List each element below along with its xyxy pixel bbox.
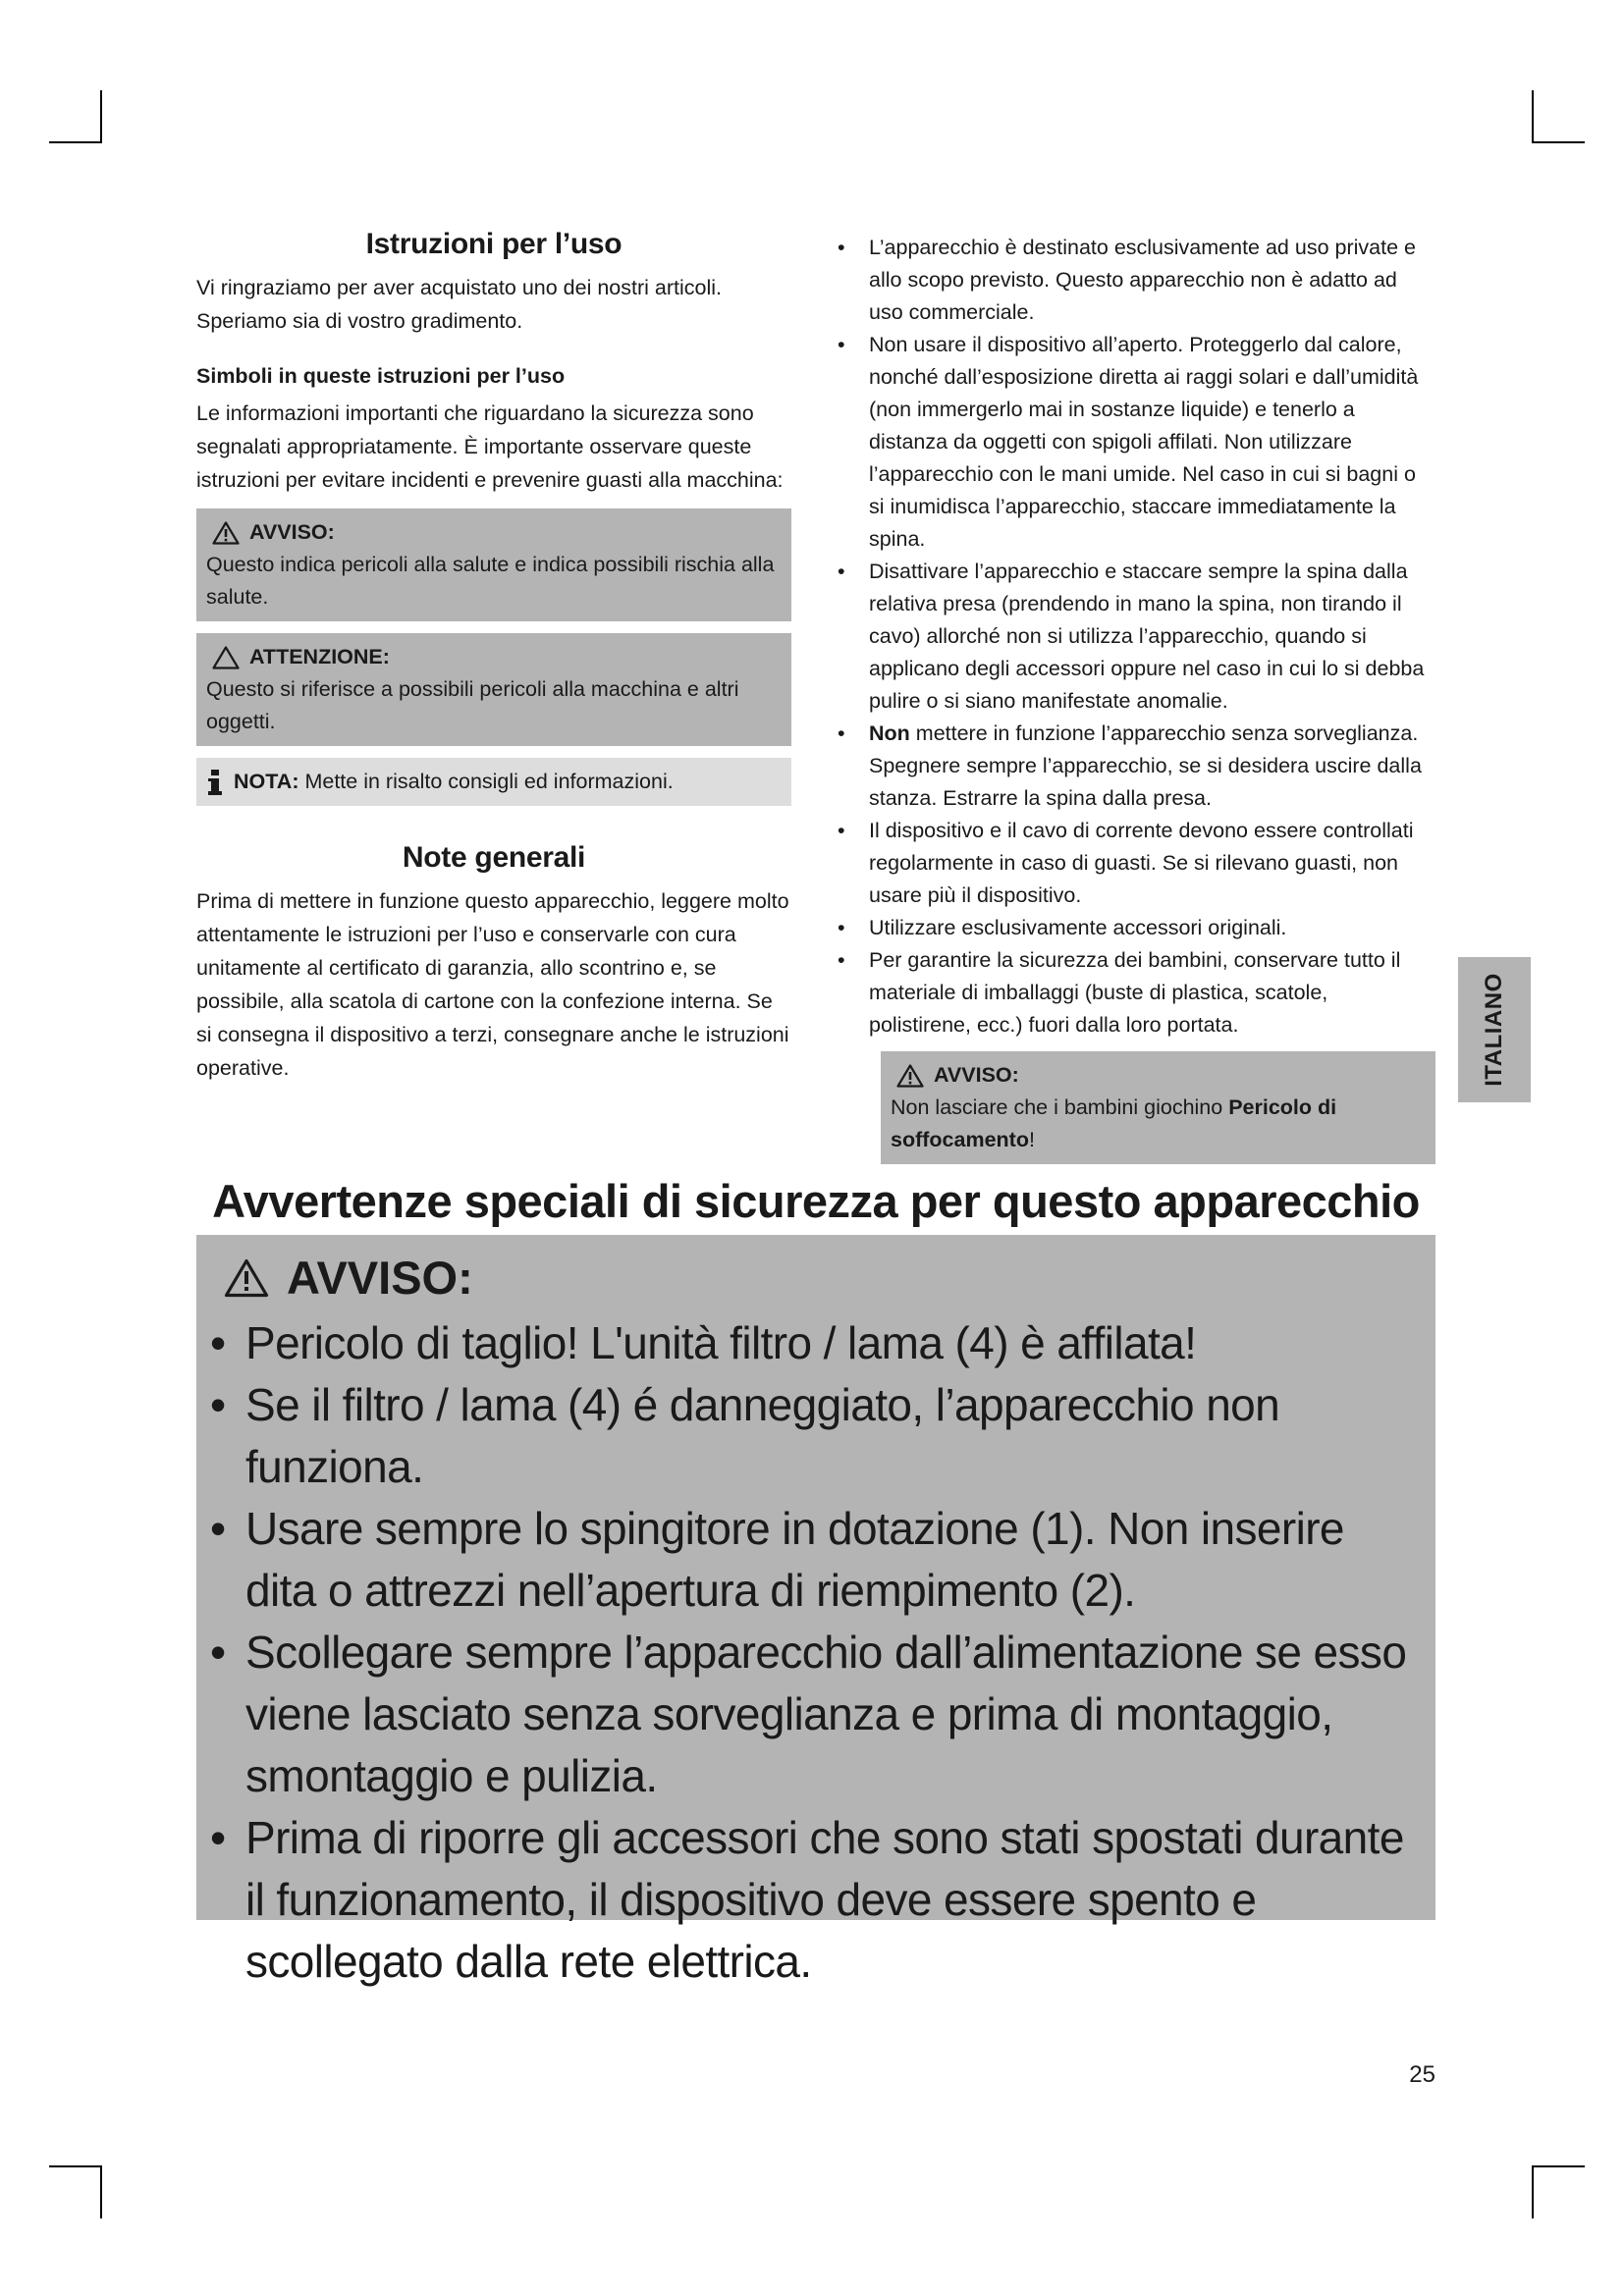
attenzione-text: Questo si riferisce a possibili pericoli alla macchina e altri oggetti. [206, 677, 739, 733]
warning-triangle-icon [896, 1064, 924, 1088]
children-avviso-text [891, 1092, 1426, 1156]
special-warnings-title: Avvertenze speciali di sicurezza per questo apparecchio [212, 1175, 1420, 1227]
children-avviso-title [896, 1059, 1426, 1092]
avviso-text: Questo indica pericoli alla salute e indica possibili rischia alla salute. [206, 553, 775, 609]
page-number: 25 [1409, 2061, 1435, 2088]
nota-label: NOTA: [234, 770, 299, 793]
general-notes-title: Note generali [402, 841, 586, 874]
symbols-text: Le informazioni importanti che riguardano la sicurezza sono segnalati appropriatamente. È importante osservare queste istruzioni per evitare incidenti e prevenire guasti alla macchina: [196, 401, 784, 492]
children-avviso-text-pre: Non lasciare che i bambini giochino [891, 1095, 1229, 1119]
bullet-item: • Il dispositivo e il cavo di corrente devono essere controllati regolarmente in caso di guasti. Se si rilevano guasti, non usare più il dispositivo. [830, 815, 1435, 912]
attenzione-label: ATTENZIONE: [249, 645, 390, 668]
special-warning-item: • Scollegare sempre l’apparecchio dall’alimentazione se esso viene lasciato senza sorveglianza e prima di montaggio, smontaggio e pulizia. [210, 1622, 1422, 1807]
nota-row [206, 766, 782, 798]
children-avviso-label: AVVISO: [934, 1063, 1019, 1087]
crop-mark-top-right-h [1532, 141, 1585, 143]
special-warning-item: • Usare sempre lo spingitore in dotazione (1). Non inserire dita o attrezzi nell’apertura di riempimento (2). [210, 1498, 1422, 1622]
crop-mark-bottom-left-v [100, 2165, 102, 2218]
crop-mark-top-right-v [1532, 90, 1534, 143]
special-warning-item: • Se il filtro / lama (4) é danneggiato, l’apparecchio non funziona. [210, 1374, 1422, 1498]
children-avviso-text-bold: Pericolo di soffocamento [891, 1095, 1337, 1151]
bullet-item [830, 718, 1435, 815]
safety-bullet-list [830, 232, 1435, 1041]
bullet-item: • Utilizzare esclusivamente accessori originali. [830, 912, 1435, 944]
avviso-title [212, 516, 782, 549]
special-warnings-label: AVVISO: [287, 1252, 473, 1304]
children-avviso-text-post: ! [1028, 1128, 1035, 1151]
warning-triangle-icon [224, 1258, 269, 1298]
special-warnings-heading [224, 1251, 1422, 1305]
special-warnings-box [196, 1235, 1435, 1987]
instructions-title: Istruzioni per l’uso [365, 228, 623, 260]
caution-triangle-icon [212, 646, 240, 669]
crop-mark-bottom-left-h [49, 2165, 102, 2167]
attenzione-box [196, 633, 791, 746]
warning-triangle-icon [212, 521, 240, 545]
special-warning-item: • Pericolo di taglio! L'unità filtro / lama (4) è affilata! [210, 1312, 1422, 1374]
crop-mark-bottom-right-v [1532, 2165, 1534, 2218]
children-avviso-box [881, 1051, 1435, 1164]
special-warning-item: • Prima di riporre gli accessori che sono stati spostati durante il funzionamento, il dispositivo deve essere spento e scollegato dalla rete elettrica. [210, 1807, 1422, 1993]
symbols-heading: Simboli in queste istruzioni per l’uso [196, 364, 566, 388]
bullet-item: • Per garantire la sicurezza dei bambini, conservare tutto il materiale di imballaggi (buste di plastica, scatole, polistirene, ecc.) fuori dalla loro portata. [830, 944, 1435, 1041]
avviso-label: AVVISO: [249, 520, 335, 544]
attenzione-title [212, 641, 782, 673]
intro-text: Vi ringraziamo per aver acquistato uno dei nostri articoli. Speriamo sia di vostro gradimento. [196, 276, 722, 333]
general-notes-text: Prima di mettere in funzione questo apparecchio, leggere molto attentamente le istruzioni per l’uso e conservarle con cura unitamente al certificato di garanzia, allo scontrino e, se possibile, alla scatola di cartone con la confezione interna. Se si consegna il dispositivo a terzi, consegnare anche le istruzioni operative. [196, 889, 789, 1080]
crop-mark-bottom-right-h [1532, 2165, 1585, 2167]
language-tab [1458, 957, 1531, 1102]
right-column [830, 232, 1435, 1164]
language-tab-label: ITALIANO [1481, 973, 1507, 1087]
nota-box [196, 758, 791, 806]
nota-text: Mette in risalto consigli ed informazioni. [304, 770, 674, 793]
bullet-item: • Disattivare l’apparecchio e staccare sempre la spina dalla relativa presa (prendendo in mano la spina, non tirando il cavo) allorché non si utilizza l’apparecchio, quando si applicano degli accessori oppure nel caso in cui lo si debba pulire o si siano manifestate anomalie. [830, 556, 1435, 718]
avviso-box [196, 508, 791, 621]
bullet-text: mettere in funzione l’apparecchio senza sorveglianza. Spegnere sempre l’apparecchio, se si desidera uscire dalla stanza. Estrarre la spina dalla presa. [869, 721, 1422, 810]
info-icon [206, 769, 224, 796]
crop-mark-top-left-h [49, 141, 102, 143]
bullet-item: • Non usare il dispositivo all’aperto. Proteggerlo dal calore, nonché dall’esposizione diretta ai raggi solari e dall’umidità (non immergerlo mai in sostanze liquide) e tenerlo a distanza da oggetti con spigoli affilati. Non utilizzare l’apparecchio con le mani umide. Nel caso in cui si bagni o si inumidisca l’apparecchio, staccare immediatamente la spina. [830, 329, 1435, 556]
bullet-item: • L’apparecchio è destinato esclusivamente ad uso private e allo scopo previsto. Questo apparecchio non è adatto ad uso commerciale. [830, 232, 1435, 329]
left-column [196, 228, 791, 1085]
crop-mark-top-left-v [100, 90, 102, 143]
special-warnings-list [210, 1312, 1422, 1993]
bullet-bold-non: Non [869, 721, 910, 745]
